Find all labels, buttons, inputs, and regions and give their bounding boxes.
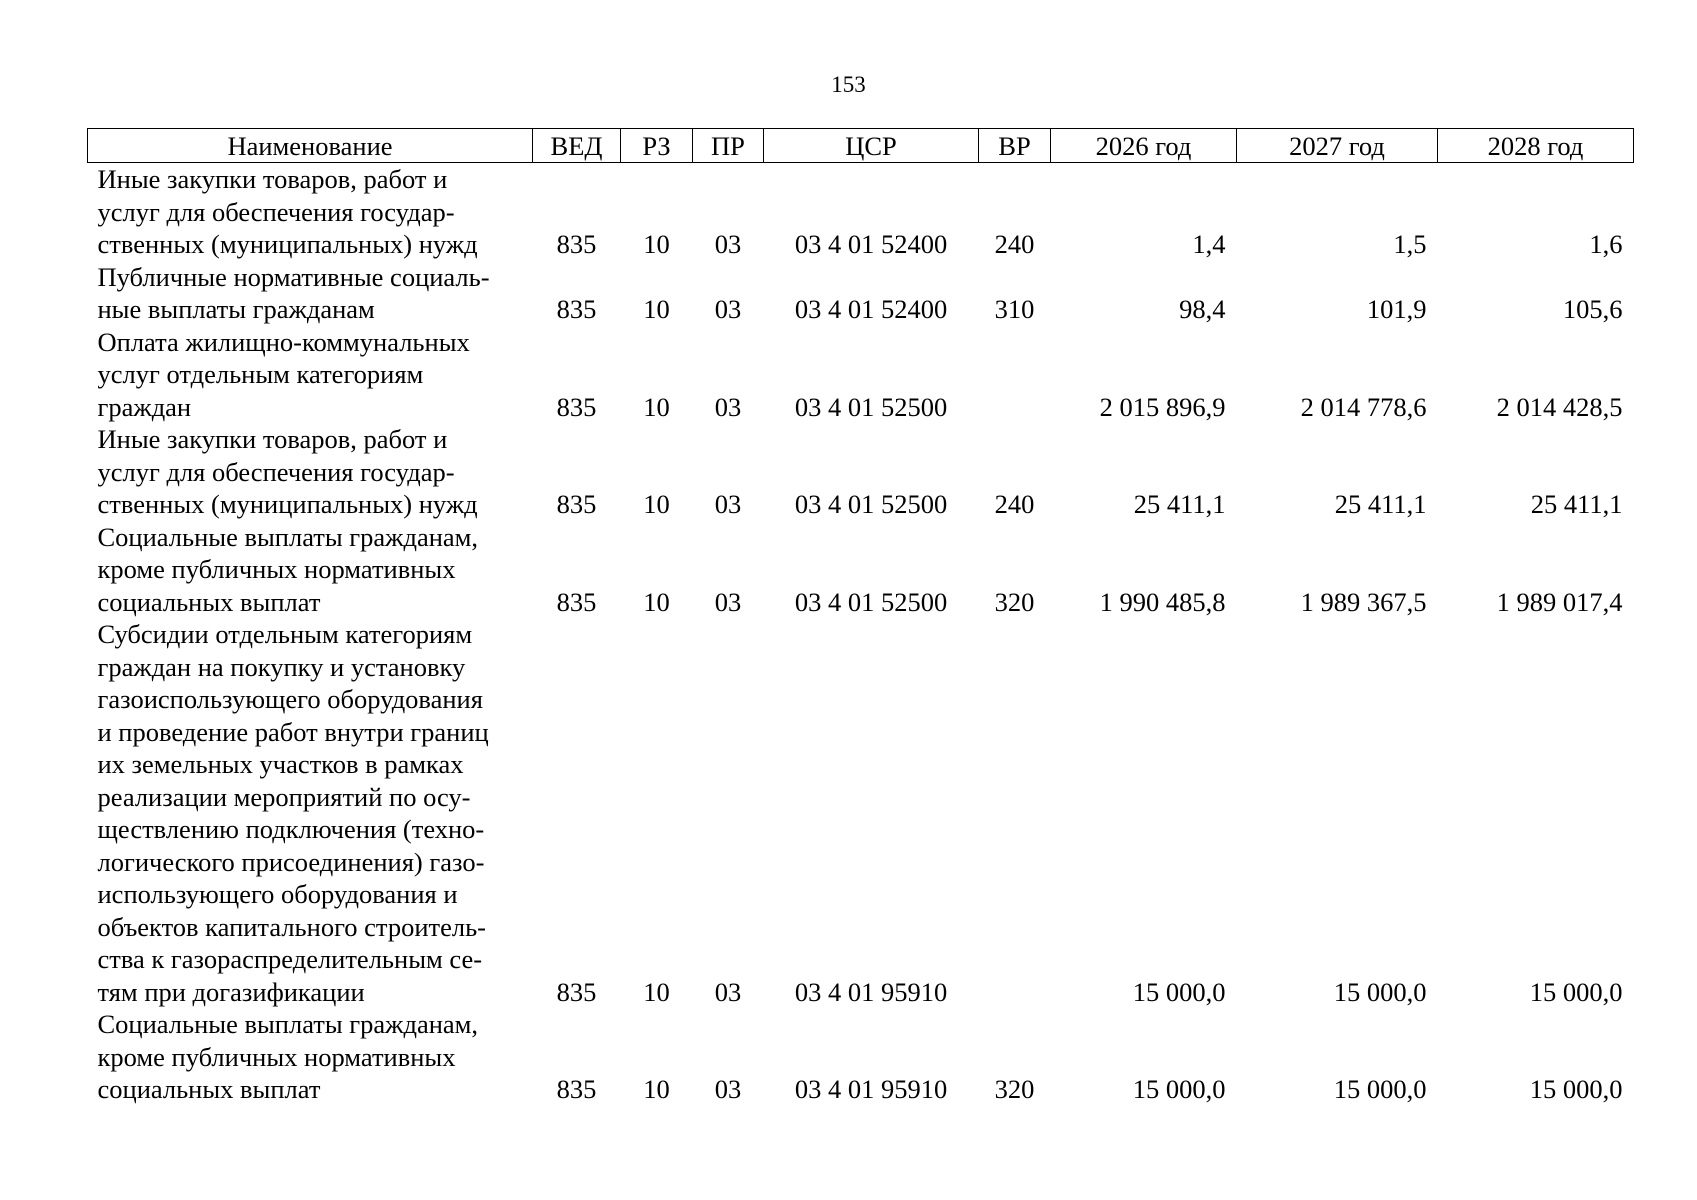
cell-2026: 15 000,0 bbox=[1132, 1074, 1226, 1104]
header-row bbox=[88, 129, 1634, 163]
cell-rz: 10 bbox=[643, 586, 670, 617]
cell-vr: 240 bbox=[994, 229, 1035, 259]
cell-rz: 10 bbox=[643, 1074, 670, 1104]
header-vr: ВР bbox=[979, 129, 1051, 163]
cell-rz: 10 bbox=[643, 294, 670, 324]
name-line: тям при догазификации bbox=[97, 976, 365, 1007]
name-line: реализации мероприятий по осу- bbox=[97, 781, 471, 812]
name-line: кроме публичных нормативных bbox=[97, 1041, 456, 1072]
cell-2028: 2 014 428,5 bbox=[1496, 391, 1623, 422]
cell-2026: 1 990 485,8 bbox=[1099, 586, 1226, 617]
header-ved: ВЕД bbox=[533, 129, 621, 163]
name-line: Иные закупки товаров, работ и bbox=[97, 164, 448, 194]
cell-rz: 10 bbox=[643, 976, 670, 1007]
cell-ved: 835 bbox=[556, 489, 597, 519]
cell-pr: 03 bbox=[714, 294, 742, 324]
cell-pr: 03 bbox=[714, 976, 742, 1007]
name-line: социальных выплат bbox=[97, 1074, 321, 1104]
cell-vr bbox=[979, 326, 1051, 424]
cell-name bbox=[88, 618, 533, 1008]
header-2026: 2026 год bbox=[1051, 129, 1237, 163]
cell-2026: 2 015 896,9 bbox=[1099, 391, 1226, 422]
cell-ved: 835 bbox=[556, 586, 597, 617]
cell-rz: 10 bbox=[643, 229, 670, 259]
cell-name bbox=[88, 521, 533, 619]
name-line: использующего оборудования и bbox=[97, 879, 458, 909]
cell-name bbox=[88, 163, 533, 261]
cell-pr: 03 bbox=[714, 229, 742, 259]
name-line: кроме публичных нормативных bbox=[97, 554, 456, 584]
cell-2028: 105,6 bbox=[1562, 294, 1623, 324]
header-csr: ЦСР bbox=[764, 129, 979, 163]
cell-vr: 320 bbox=[994, 1074, 1035, 1104]
cell-2026: 98,4 bbox=[1179, 294, 1226, 324]
cell-name bbox=[88, 423, 533, 521]
header-pr: ПР bbox=[693, 129, 764, 163]
table-row bbox=[88, 423, 1634, 521]
budget-table bbox=[87, 128, 1634, 1106]
name-line: социальных выплат bbox=[97, 586, 321, 617]
name-line: ственных (муниципальных) нужд bbox=[97, 489, 478, 519]
name-line: их земельных участков в рамках bbox=[97, 749, 464, 779]
header-rz: РЗ bbox=[621, 129, 693, 163]
cell-vr: 310 bbox=[994, 294, 1035, 324]
cell-rz: 10 bbox=[643, 489, 670, 519]
name-line: Социальные выплаты гражданам, bbox=[97, 1009, 479, 1039]
name-line: логического присоединения) газо- bbox=[97, 846, 485, 877]
table-header bbox=[88, 129, 1634, 163]
name-line: и проведение работ внутри границ bbox=[97, 716, 489, 747]
cell-2026: 15 000,0 bbox=[1132, 976, 1226, 1007]
cell-ved: 835 bbox=[556, 1074, 597, 1104]
name-line: Иные закупки товаров, работ и bbox=[97, 424, 448, 454]
header-2028: 2028 год bbox=[1438, 129, 1634, 163]
cell-2027: 15 000,0 bbox=[1333, 976, 1427, 1007]
cell-2027: 101,9 bbox=[1366, 294, 1427, 324]
cell-2027: 25 411,1 bbox=[1334, 489, 1427, 519]
cell-name bbox=[88, 261, 533, 326]
cell-csr: 03 4 01 52500 bbox=[794, 391, 948, 422]
cell-2026: 1,4 bbox=[1192, 229, 1226, 259]
name-line: граждан на покупку и установку bbox=[97, 651, 466, 682]
name-line: услуг отдельным категориям bbox=[97, 359, 424, 389]
header-name: Наименование bbox=[88, 129, 533, 163]
cell-2027: 15 000,0 bbox=[1333, 1074, 1427, 1104]
name-line: граждан bbox=[97, 391, 192, 422]
cell-2028: 1,6 bbox=[1589, 229, 1623, 259]
cell-pr: 03 bbox=[714, 586, 742, 617]
cell-csr: 03 4 01 52500 bbox=[794, 586, 948, 617]
table-row bbox=[88, 326, 1634, 424]
name-line: ственных (муниципальных) нужд bbox=[97, 229, 478, 259]
cell-pr: 03 bbox=[714, 489, 742, 519]
name-line: ные выплаты гражданам bbox=[97, 294, 375, 324]
name-line: газоиспользующего оборудования bbox=[97, 684, 483, 714]
cell-vr: 320 bbox=[994, 586, 1035, 617]
page-number: 153 bbox=[831, 72, 866, 97]
cell-2028: 15 000,0 bbox=[1529, 976, 1623, 1007]
cell-csr: 03 4 01 52400 bbox=[794, 294, 948, 324]
cell-vr bbox=[979, 618, 1051, 1008]
cell-2027: 2 014 778,6 bbox=[1300, 391, 1427, 422]
table-body bbox=[88, 163, 1634, 1106]
cell-csr: 03 4 01 52400 bbox=[794, 229, 948, 259]
name-line: Социальные выплаты гражданам, bbox=[97, 521, 479, 552]
cell-2028: 1 989 017,4 bbox=[1496, 586, 1623, 617]
name-line: Субсидии отдельным категориям bbox=[97, 619, 473, 649]
cell-2028: 15 000,0 bbox=[1529, 1074, 1623, 1104]
name-line: Оплата жилищно-коммунальных bbox=[97, 326, 470, 357]
cell-2026: 25 411,1 bbox=[1133, 489, 1226, 519]
name-line: ществлению подключения (техно- bbox=[97, 814, 485, 844]
cell-rz: 10 bbox=[643, 391, 670, 422]
cell-name bbox=[88, 1008, 533, 1106]
cell-2027: 1 989 367,5 bbox=[1300, 586, 1427, 617]
table-row bbox=[88, 163, 1634, 261]
table-row bbox=[88, 521, 1634, 619]
cell-2027: 1,5 bbox=[1393, 229, 1427, 259]
cell-pr: 03 bbox=[714, 391, 742, 422]
cell-csr: 03 4 01 95910 bbox=[794, 1074, 948, 1104]
name-line: услуг для обеспечения государ- bbox=[97, 456, 455, 487]
header-2027: 2027 год bbox=[1237, 129, 1438, 163]
cell-ved: 835 bbox=[556, 294, 597, 324]
cell-csr: 03 4 01 52500 bbox=[794, 489, 948, 519]
cell-pr: 03 bbox=[714, 1074, 742, 1104]
name-line: объектов капитального строитель- bbox=[97, 911, 486, 942]
name-line: ства к газораспределительным се- bbox=[97, 944, 483, 974]
table-row bbox=[88, 261, 1634, 326]
cell-ved: 835 bbox=[556, 976, 597, 1007]
table-row bbox=[88, 1008, 1634, 1106]
cell-2028: 25 411,1 bbox=[1530, 489, 1623, 519]
table-row bbox=[88, 618, 1634, 1008]
name-line: Публичные нормативные социаль- bbox=[97, 261, 490, 292]
cell-vr: 240 bbox=[994, 489, 1035, 519]
cell-csr: 03 4 01 95910 bbox=[794, 976, 948, 1007]
name-line: услуг для обеспечения государ- bbox=[97, 196, 455, 227]
cell-ved: 835 bbox=[556, 229, 597, 259]
cell-name bbox=[88, 326, 533, 424]
cell-ved: 835 bbox=[556, 391, 597, 422]
